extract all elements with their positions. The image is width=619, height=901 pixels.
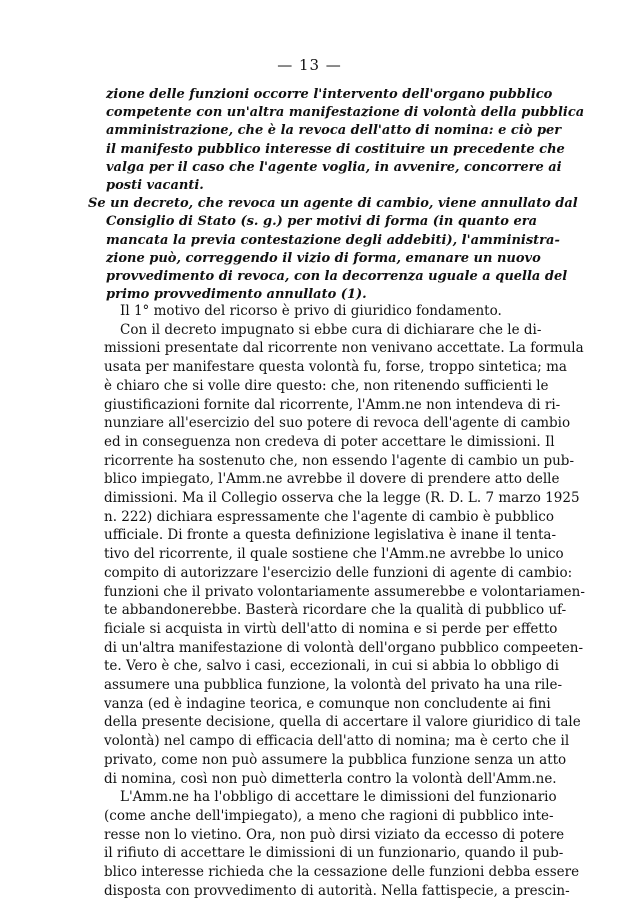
text-line: della presente decisione, quella di accertare il valore giuridico di tale bbox=[104, 714, 581, 731]
text-line: volontà) nel campo di efficacia dell'atto di nomina; ma è certo che il bbox=[104, 733, 570, 750]
text-line: ricorrente ha sostenuto che, non essendo l'agente di cambio un pub- bbox=[104, 452, 575, 469]
text-line: zione può, correggendo il vizio di forma, emanare un nuovo bbox=[106, 250, 541, 266]
text-line: funzioni che il privato volontariamente assumerebbe e volontariamen- bbox=[104, 583, 585, 600]
italic-paragraph-1 bbox=[88, 86, 585, 195]
text-line: compito di autorizzare l'esercizio delle funzioni di agente di cambio: bbox=[104, 564, 573, 581]
text-line: ed in conseguenza non credeva di poter accettare le dimissioni. Il bbox=[104, 433, 555, 450]
body-paragraph-2 bbox=[104, 321, 585, 789]
italic-summary-section bbox=[88, 86, 585, 304]
text-line: blico impiegato, l'Amm.ne avrebbe il dovere di prendere atto delle bbox=[104, 471, 560, 488]
text-line: missioni presentate dal ricorrente non venivano accettate. La formula bbox=[104, 340, 584, 357]
text-line: Con il decreto impugnato si ebbe cura di dichiarare che le di- bbox=[120, 321, 542, 338]
body-paragraph-3 bbox=[104, 788, 580, 900]
text-line: posti vacanti. bbox=[106, 178, 204, 194]
text-line: tivo del ricorrente, il quale sostiene che l'Amm.ne avrebbe lo unico bbox=[104, 546, 564, 563]
text-line: il manifesto pubblico interesse di costituire un precedente che bbox=[106, 141, 565, 157]
text-line: L'Amm.ne ha l'obbligo di accettare le dimissioni del funzionario bbox=[120, 789, 557, 806]
text-line: competente con un'altra manifestazione di volontà della pubblica bbox=[106, 105, 585, 121]
text-line: mancata la previa contestazione degli addebiti), l'amministra- bbox=[106, 232, 560, 248]
text-line: nunziare all'esercizio del suo potere di revoca dell'agente di cambio bbox=[104, 415, 571, 432]
text-line: blico interesse richieda che la cessazione delle funzioni debba essere bbox=[104, 864, 580, 881]
page-number: — 13 — bbox=[277, 56, 342, 74]
text-line: valga per il caso che l'agente voglia, in avvenire, concorrere ai bbox=[106, 159, 562, 175]
body-section bbox=[104, 302, 585, 901]
text-line: assumere una pubblica funzione, la volontà del privato ha una rile- bbox=[104, 677, 563, 694]
text-line: il rifiuto di accettare le dimissioni di un funzionario, quando il pub- bbox=[104, 845, 564, 862]
text-line: ufficiale. Di fronte a questa definizione legislativa è inane il tenta- bbox=[104, 527, 557, 544]
text-line: amministrazione, che è la revoca dell'atto di nomina: e ciò per bbox=[106, 123, 562, 139]
text-line: dimissioni. Ma il Collegio osserva che la legge (R. D. L. 7 marzo 1925 bbox=[104, 490, 580, 507]
text-line: Se un decreto, che revoca un agente di cambio, viene annullato dal bbox=[88, 196, 578, 212]
text-line: resse non lo vietino. Ora, non può dirsi viziato da eccesso di potere bbox=[104, 826, 565, 843]
text-line: è chiaro che si volle dire questo: che, non ritenendo sufficienti le bbox=[104, 377, 549, 394]
text-line: zione delle funzioni occorre l'intervento dell'organo pubblico bbox=[106, 87, 553, 102]
text-line: primo provvedimento annullato (1). bbox=[106, 287, 367, 303]
text-line: Il 1° motivo del ricorso è privo di giuridico fondamento. bbox=[120, 303, 502, 319]
text-line: giustificazioni fornite dal ricorrente, l'Amm.ne non intendeva di ri- bbox=[104, 396, 561, 413]
text-line: (come anche dell'impiegato), a meno che ragioni di pubblico inte- bbox=[104, 807, 554, 824]
text-line: privato, come non può assumere la pubblica funzione senza un atto bbox=[104, 751, 567, 768]
italic-paragraph-2 bbox=[88, 195, 578, 304]
text-line: vanza (ed è indagine teorica, e comunque non concludente ai fini bbox=[104, 695, 551, 712]
body-paragraph-1 bbox=[104, 302, 524, 321]
text-line: di un'altra manifestazione di volontà dell'organo pubblico compeeten- bbox=[104, 639, 584, 656]
text-line: Consiglio di Stato (s. g.) per motivi di forma (in quanto era bbox=[106, 214, 537, 230]
text-line: disposta con provvedimento di autorità. Nella fattispecie, a prescin- bbox=[104, 882, 570, 899]
text-line: ficiale si acquista in virtù dell'atto di nomina e si perde per effetto bbox=[104, 620, 558, 637]
text-line: provvedimento di revoca, con la decorrenza uguale a quella del bbox=[106, 269, 568, 285]
text-line: usata per manifestare questa volontà fu, forse, troppo sintetica; ma bbox=[104, 359, 567, 376]
text-line: n. 222) dichiara espressamente che l'agente di cambio è pubblico bbox=[104, 508, 554, 525]
text-line: te abbandonerebbe. Basterà ricordare che la qualità di pubblico uf- bbox=[104, 602, 567, 619]
text-line: di nomina, così non può dimetterla contro la volontà dell'Amm.ne. bbox=[104, 770, 557, 787]
text-line: te. Vero è che, salvo i casi, eccezionali, in cui si abbia lo obbligo di bbox=[104, 658, 559, 675]
